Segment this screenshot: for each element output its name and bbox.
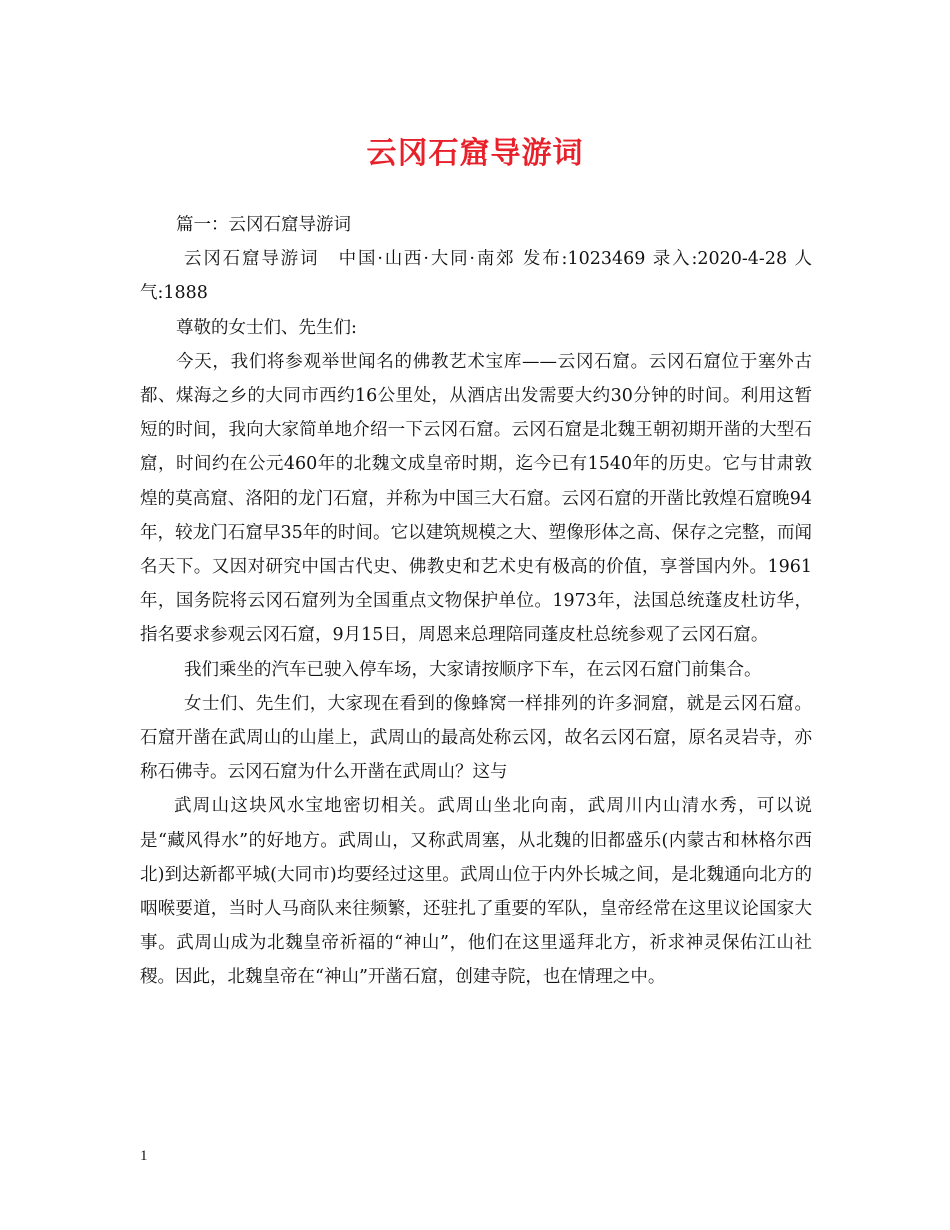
greeting-paragraph: 尊敬的女士们、先生们: xyxy=(176,317,357,338)
caves-paragraph: 女士们、先生们，大家现在看到的像蜂窝一样排列的许多洞窟，就是云冈石窟。石窟开凿在武周山的山崖上，武周山的最高处称云冈，故名云冈石窟，原名灵岩寺，亦称石佛寺。云冈石窟为什么开凿在武周山？这与 xyxy=(140,693,812,783)
meta-line: 云冈石窟导游词 中国·山西·大同·南郊 发布:1023469 录入:2020-4-28 人气:1888 xyxy=(140,249,812,304)
document-body xyxy=(140,208,812,995)
section-heading: 篇一：云冈石窟导游词 xyxy=(176,215,351,235)
document-title: 云冈石窟导游词 xyxy=(366,136,584,171)
page-number: 1 xyxy=(140,1148,148,1164)
arrival-paragraph: 我们乘坐的汽车已驶入停车场，大家请按顺序下车，在云冈石窟门前集合。 xyxy=(184,659,762,680)
intro-paragraph: 今天，我们将参观举世闻名的佛教艺术宝库——云冈石窟。云冈石窟位于塞外古都、煤海之乡的大同市西约16公里处，从酒店出发需要大约30分钟的时间。利用这暂短的时间，我向大家简单地介绍一下云冈石窟。云冈石窟是北魏王朝初期开凿的大型石窟，时间约在公元460年的北魏文成皇帝时期，迄今已有1540年的历史。它与甘肃敦煌的莫高窟、洛阳的龙门石窟，并称为中国三大石窟。云冈石窟的开凿比敦煌石窟晚94年，较龙门石窟早35年的时间。它以建筑规模之大、塑像形体之高、保存之完整，而闻名天下。又因对研究中国古代史、佛教史和艺术史有极高的价值，享誉国内外。1961年，国务院将云冈石窟列为全国重点文物保护单位。1973年，法国总统蓬皮杜访华，指名要求参观云冈石窟，9月15日，周恩来总理陪同蓬皮杜总统参观了云冈石窟。 xyxy=(140,351,812,646)
fengshui-paragraph: 武周山这块风水宝地密切相关。武周山坐北向南，武周川内山清水秀，可以说是“藏风得水”的好地方。武周山，又称武周塞，从北魏的旧都盛乐(内蒙古和林格尔西北)到达新都平城(大同市)均要经过这里。武周山位于内外长城之间，是北魏通向北方的咽喉要道，当时人马商队来往频繁，还驻扎了重要的军队，皇帝经常在这里议论国家大事。武周山成为北魏皇帝祈福的“神山”，他们在这里遥拜北方，祈求神灵保佑江山社稷。因此，北魏皇帝在“神山”开凿石窟，创建寺院，也在情理之中。 xyxy=(140,796,812,988)
